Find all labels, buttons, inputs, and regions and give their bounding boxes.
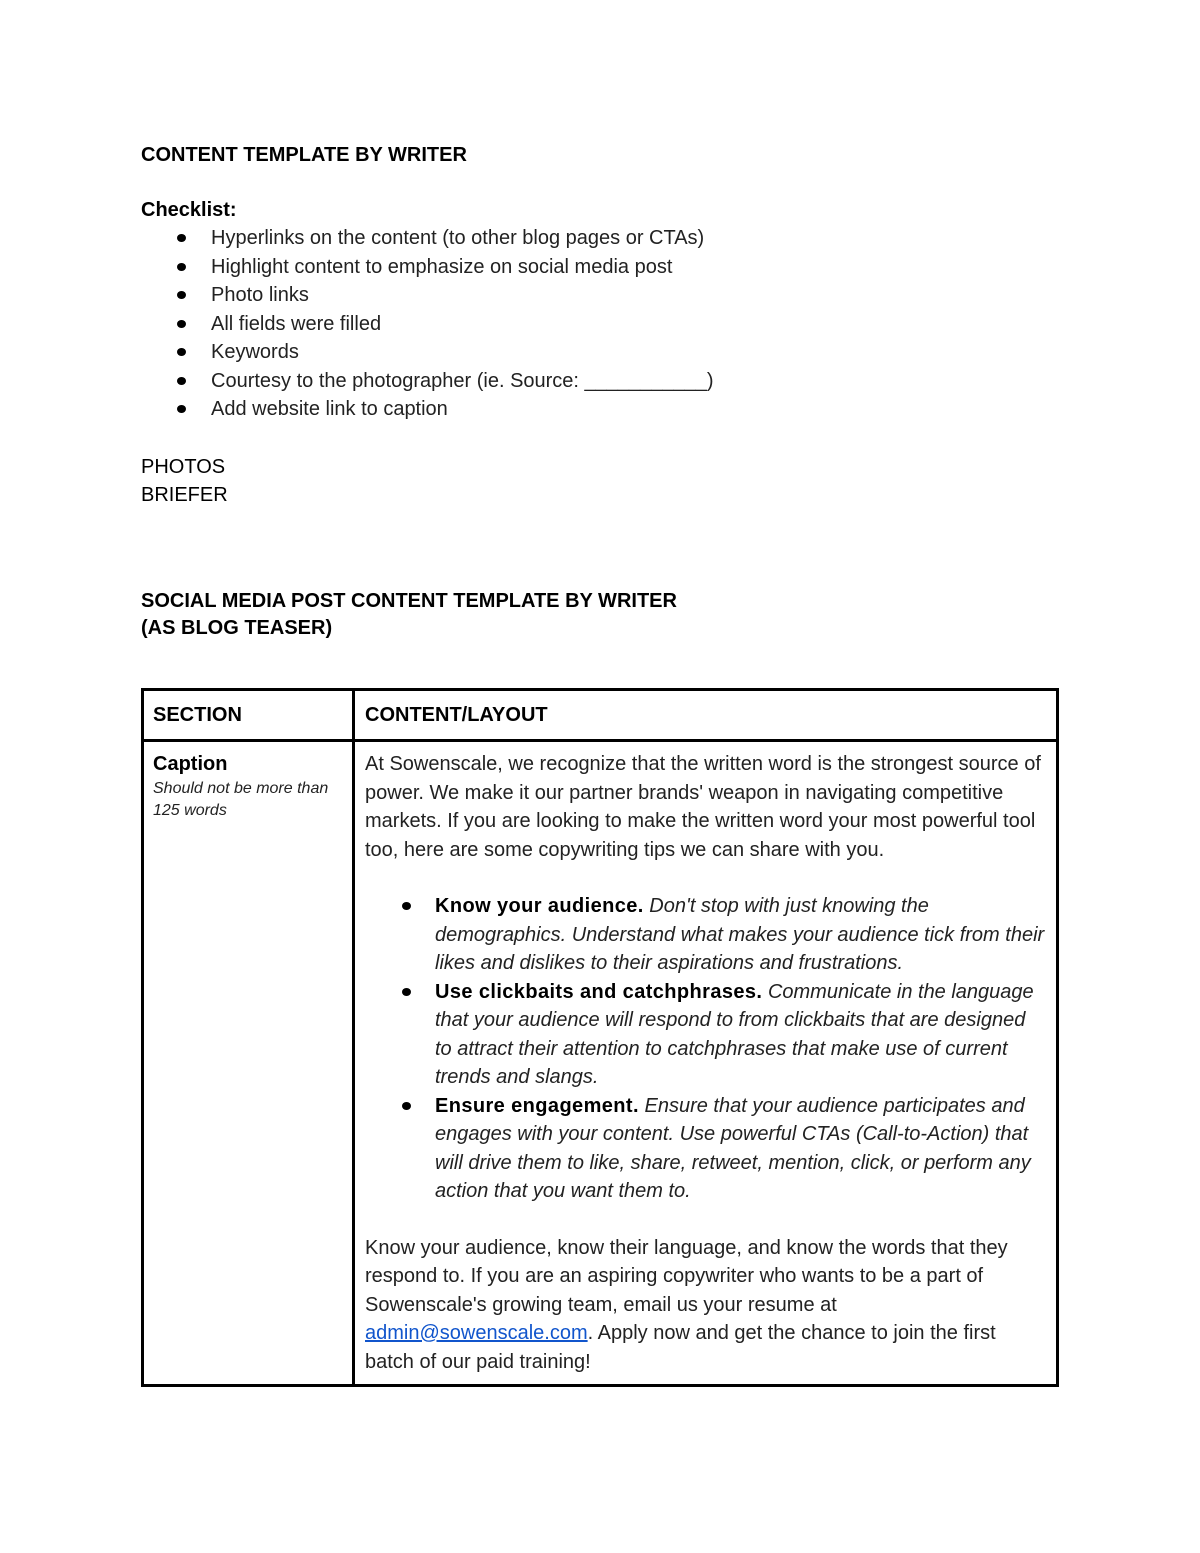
bullet-icon [402,1102,411,1110]
table-header-row [143,690,1058,741]
caption-label-cell [143,741,354,1386]
bullet-icon [177,320,186,328]
briefer-label: BRIEFER [141,484,228,506]
photos-label: PHOTOS [141,456,226,478]
social-title-line2: (AS BLOG TEASER) [141,617,333,639]
tips-list [365,892,1046,1206]
list-item: Ensure engagement. Ensure that your audience participates and engages with your content. Use powerful CTAs (Call-to-Action) that will drive them to like, share, retweet, mention, click, or perform any action that you want them to. [365,1092,1046,1206]
caption-label: Caption [153,753,228,775]
header-cell-content: CONTENT/LAYOUT [354,690,1058,741]
checklist [141,224,714,424]
email-link[interactable]: admin@sowenscale.com [365,1322,588,1344]
caption-outro: Know your audience, know their language, and know the words that they respond to. If you are an aspiring copywriter who wants to be a part of Sowenscale's growing team, email us your resume at admin@sowenscale.com. Apply now and get the chance to join the first batch of our paid training! [365,1236,1008,1373]
social-media-title [141,588,677,642]
list-item: Know your audience. Don't stop with just knowing the demographics. Understand what makes your audience tick from their likes and dislikes to their aspirations and frustrations. [365,892,1046,978]
document-title: CONTENT TEMPLATE BY WRITER [141,144,467,166]
list-item: Courtesy to the photographer (ie. Source: ___________) [141,367,714,396]
list-item: Keywords [141,338,714,367]
table-row [143,741,1058,1386]
list-item: Use clickbaits and catchphrases. Communicate in the language that your audience will respond to from clickbaits that are designed to attract their attention to catchphrases that make use of current trends and slangs. [365,978,1046,1092]
bullet-icon [402,988,411,996]
caption-note: Should not be more than 125 words [153,780,329,819]
bullet-icon [177,405,186,413]
header-cell-section: SECTION [143,690,354,741]
list-item: All fields were filled [141,310,714,339]
bullet-icon [177,263,186,271]
social-title-line1: SOCIAL MEDIA POST CONTENT TEMPLATE BY WRITER [141,590,677,612]
caption-content-cell [354,741,1058,1386]
bullet-icon [177,291,186,299]
list-item: Hyperlinks on the content (to other blog pages or CTAs) [141,224,714,253]
bullet-icon [177,348,186,356]
caption-intro: At Sowenscale, we recognize that the written word is the strongest source of power. We make it our partner brands' weapon in navigating competitive markets. If you are looking to make the written word your most powerful tool too, here are some copywriting tips we can share with you. [365,753,1041,861]
template-table [141,688,1059,1387]
bullet-icon [177,377,186,385]
bullet-icon [402,902,411,910]
list-item: Add website link to caption [141,395,714,424]
checklist-heading: Checklist: [141,199,237,221]
bullet-icon [177,234,186,242]
list-item: Highlight content to emphasize on social media post [141,253,714,282]
list-item: Photo links [141,281,714,310]
